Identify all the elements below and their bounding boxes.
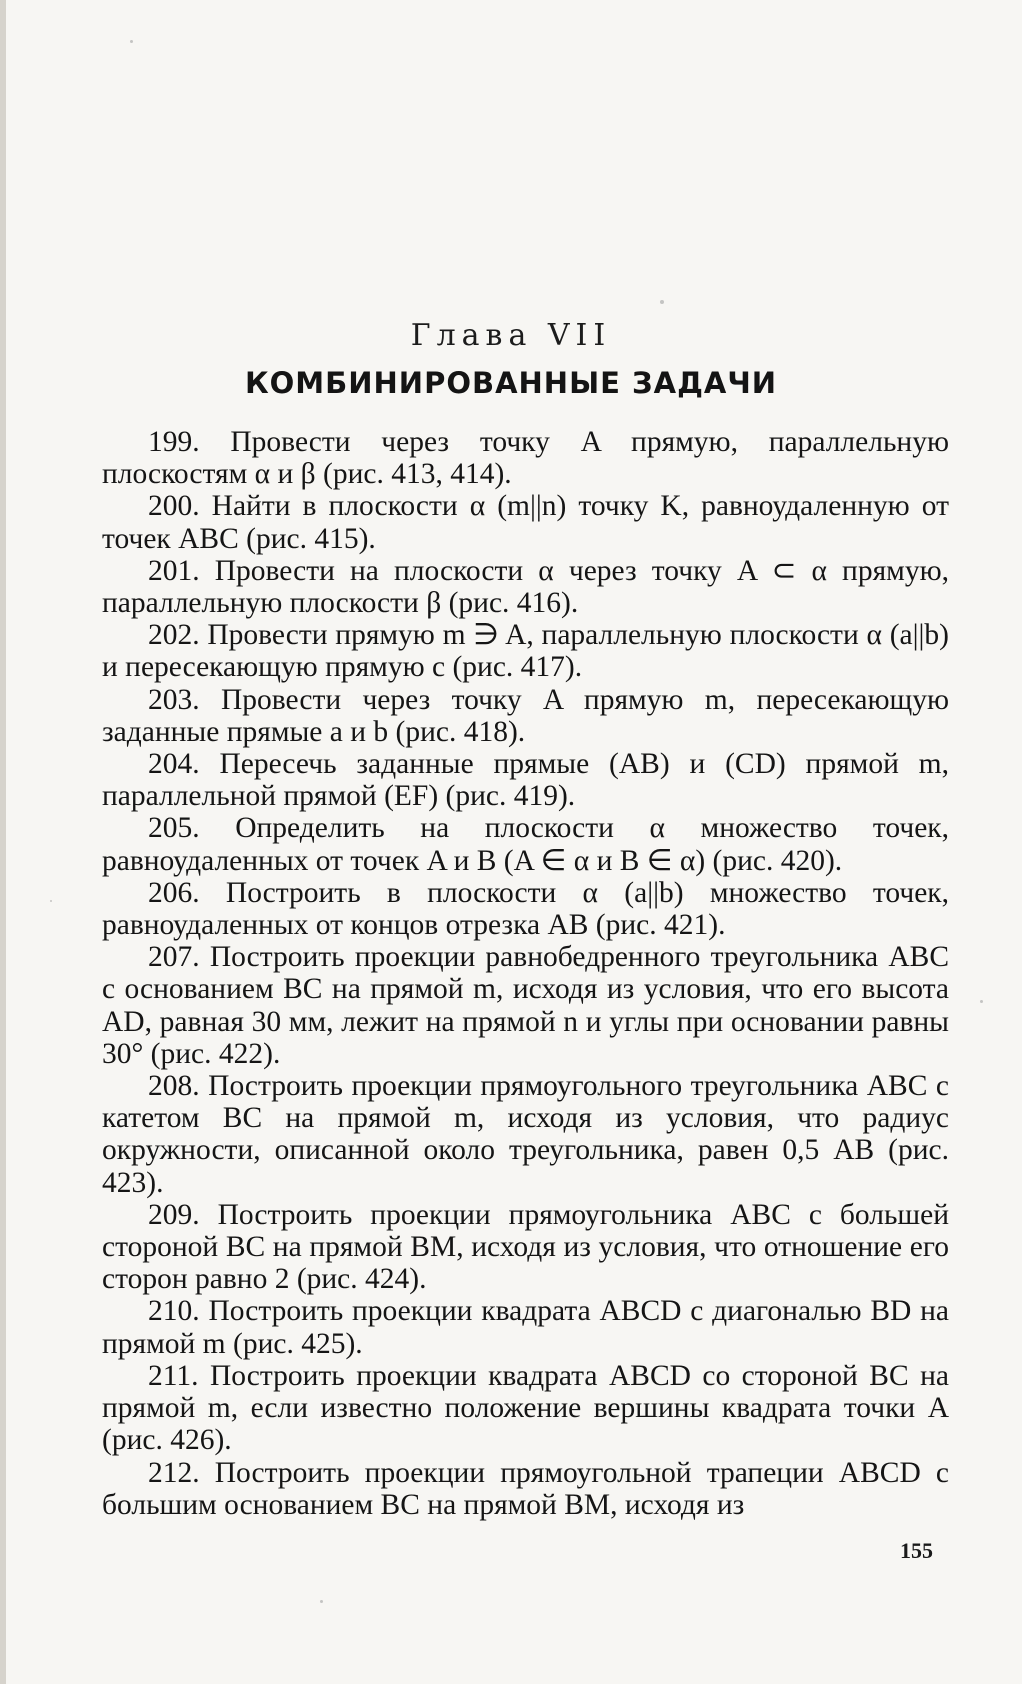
problem-212: 212. Построить проекции прямоугольной трапеции ABCD с большим основанием BC на прямой BM, исходя из — [102, 1456, 949, 1521]
problem-205: 205. Определить на плоскости α множество точек, равноудаленных от точек A и B (A ∈ α и B ∈ α) (рис. 420). — [102, 812, 949, 877]
problem-203: 203. Провести через точку A прямую m, пересекающую заданные прямые a и b (рис. 418). — [102, 683, 949, 748]
problem-204: 204. Пересечь заданные прямые (AB) и (CD) прямой m, параллельной прямой (EF) (рис. 419). — [102, 748, 949, 813]
page-number: 155 — [900, 1538, 933, 1563]
scan-speck — [660, 300, 664, 304]
problem-209: 209. Построить проекции прямоугольника ABC с большей стороной BC на прямой BM, исходя из условия, что отношение его сторон равно 2 (рис. 424). — [102, 1198, 949, 1296]
problem-207: 207. Построить проекции равнобедренного треугольника ABC с основанием BC на прямой m, исходя из условия, что его высота AD, равная 30 мм, лежит на прямой n и углы при основании равны 30° (рис. 422). — [102, 941, 949, 1070]
problem-202: 202. Провести прямую m ∋ A, параллельную плоскости α (a||b) и пересекающую прямую c (рис. 417). — [102, 619, 949, 684]
chapter-label: Глава VII — [410, 318, 612, 353]
problem-list — [102, 426, 949, 1521]
scan-speck — [320, 1600, 323, 1603]
chapter-title: КОМБИНИРОВАННЫЕ ЗАДАЧИ — [244, 366, 778, 400]
scan-speck — [50, 900, 52, 902]
problem-199: 199. Провести через точку A прямую, параллельную плоскостям α и β (рис. 413, 414). — [102, 426, 949, 491]
scan-speck — [130, 40, 133, 43]
scan-speck — [980, 1000, 983, 1003]
problem-200: 200. Найти в плоскости α (m||n) точку K, равноудаленную от точек ABC (рис. 415). — [102, 490, 949, 555]
problem-206: 206. Построить в плоскости α (a||b) множество точек, равноудаленных от концов отрезка AB (рис. 421). — [102, 876, 949, 942]
problem-210: 210. Построить проекции квадрата ABCD с диагональю BD на прямой m (рис. 425). — [102, 1295, 949, 1360]
problem-208: 208. Построить проекции прямоугольного треугольника ABC с катетом BC на прямой m, исходя из условия, что радиус окружности, описанной около треугольника, равен 0,5 AB (рис. 423). — [102, 1070, 949, 1199]
page-edge-shadow — [0, 0, 6, 1684]
problem-211: 211. Построить проекции квадрата ABCD со стороной BC на прямой m, если известно положение вершины квадрата точки A (рис. 426). — [102, 1359, 949, 1457]
problem-201: 201. Провести на плоскости α через точку A ⊂ α прямую, параллельную плоскости β (рис. 416). — [102, 554, 949, 620]
